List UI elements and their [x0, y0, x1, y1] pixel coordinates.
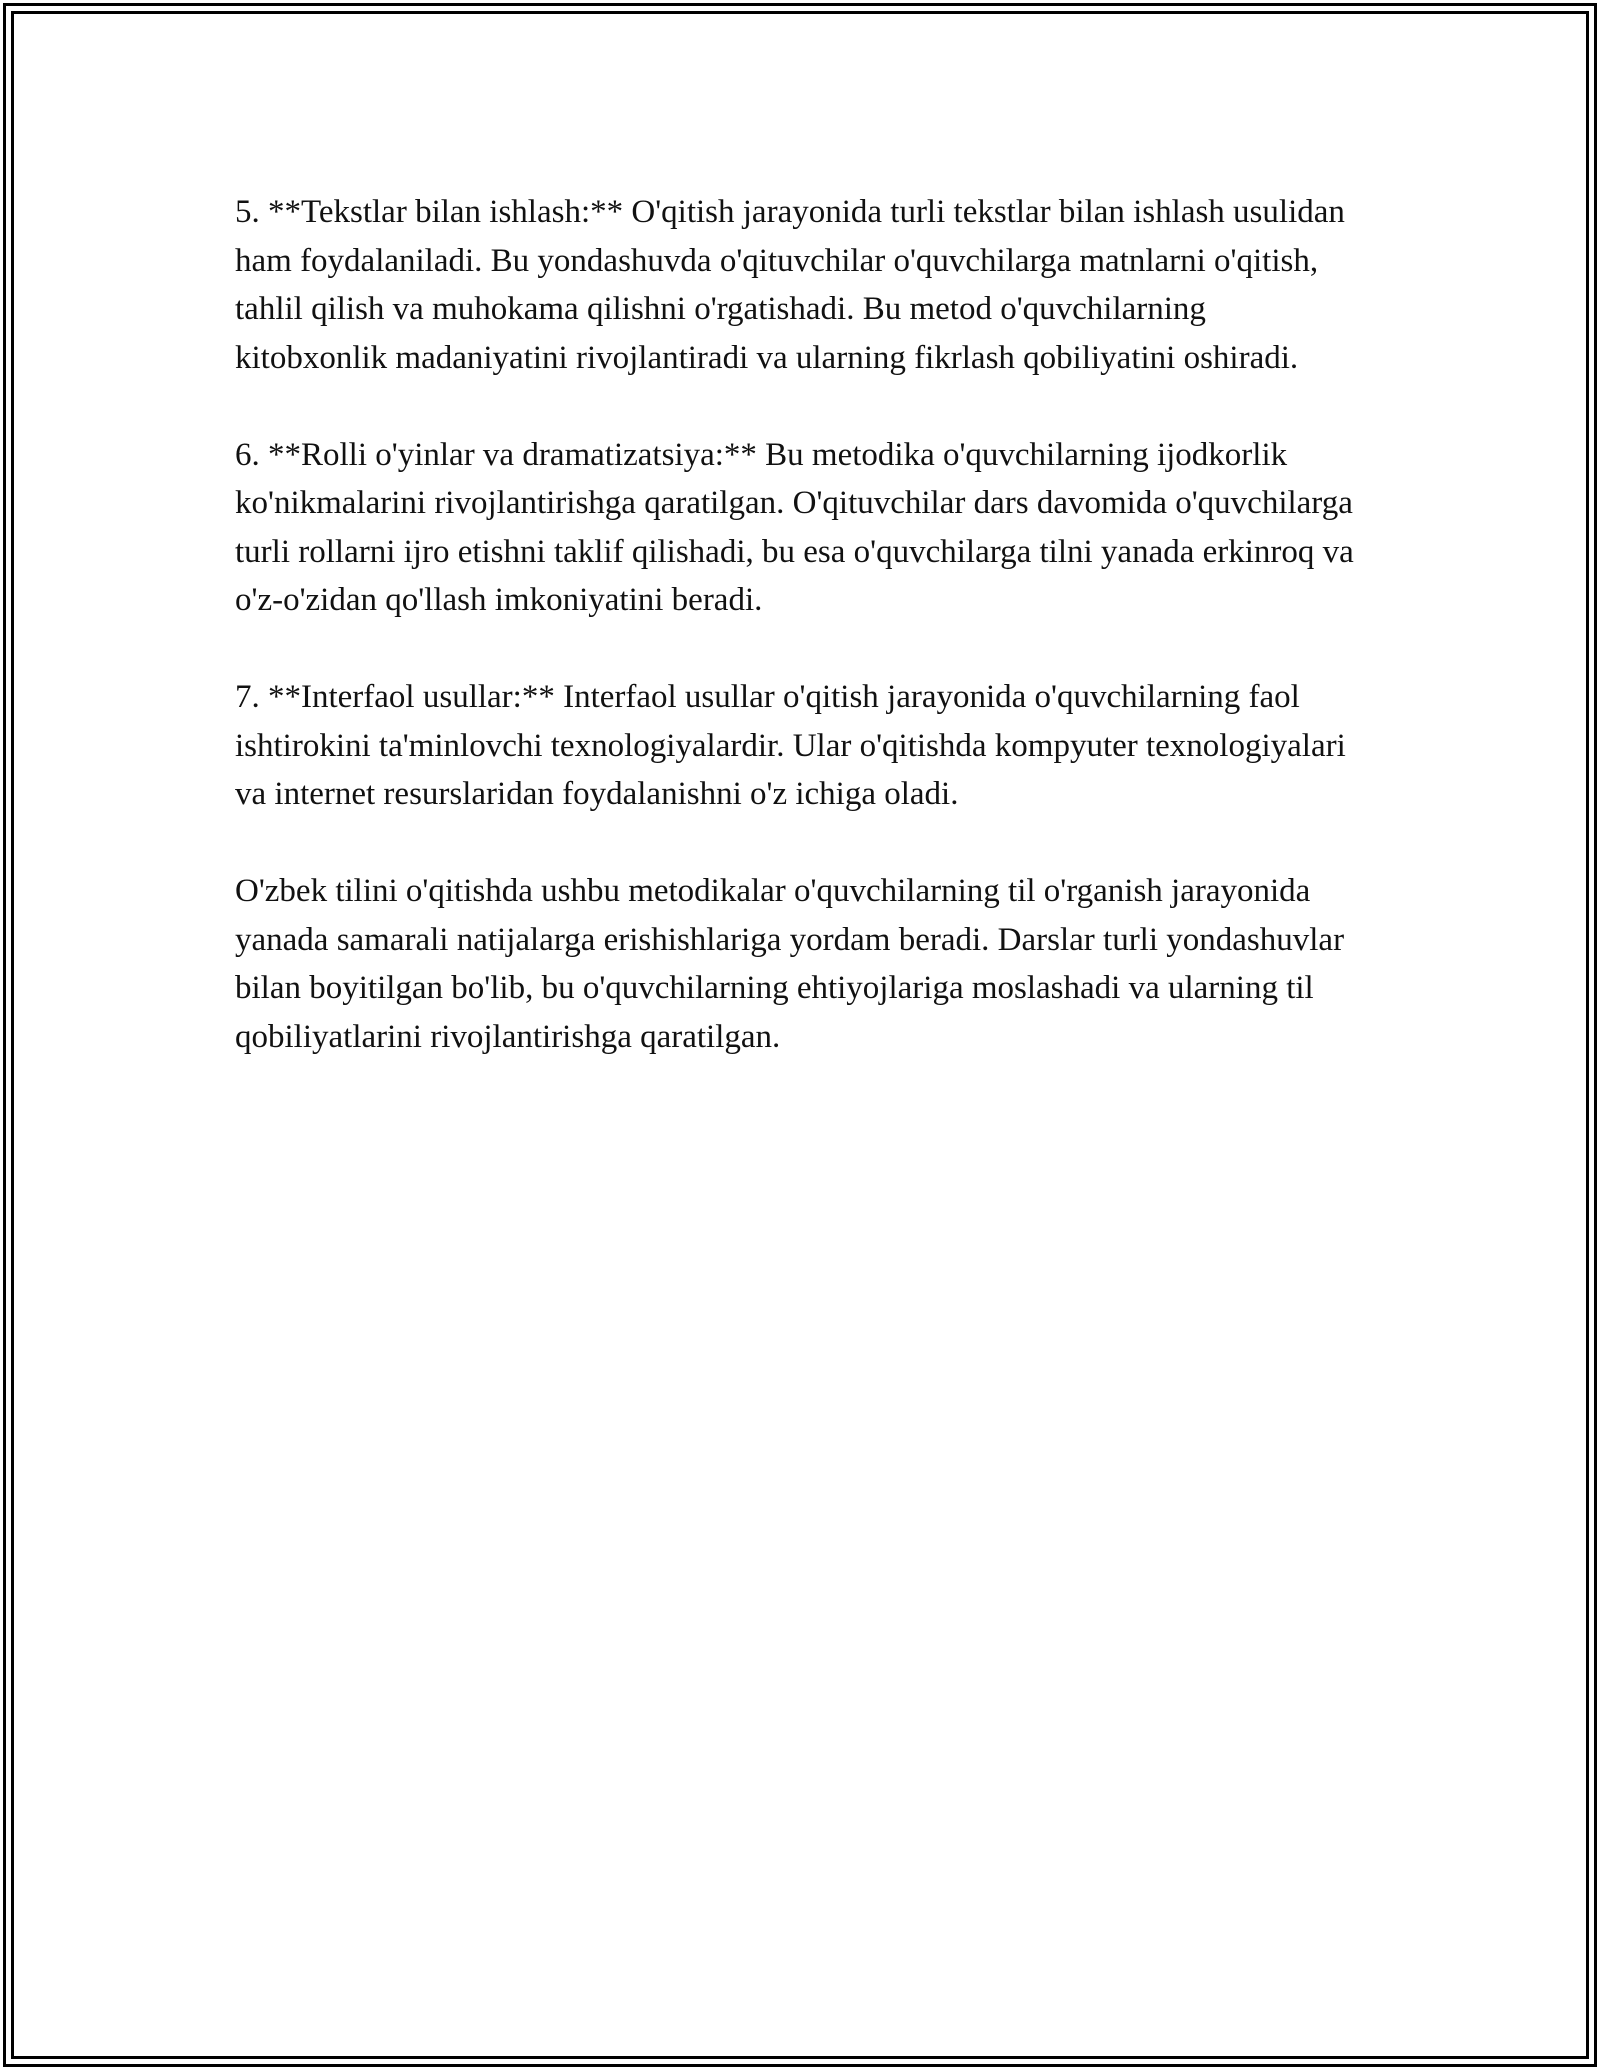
page-content	[235, 188, 1365, 1110]
paragraph-rolli-oyinlar: 6. **Rolli o'yinlar va dramatizatsiya:** Bu metodika o'quvchilarning ijodkorlik ko'nikmalarini rivojlantirishga qaratilgan. O'qituvchilar dars davomida o'quvchilarga turli rollarni ijro etishni taklif qilishadi, bu esa o'quvchilarga tilni yanada erkinroq va o'z-o'zidan qo'llash imkoniyatini beradi.	[235, 436, 1354, 618]
paragraph-conclusion: O'zbek tilini o'qitishda ushbu metodikalar o'quvchilarning til o'rganish jarayonida yanada samarali natijalarga erishishlariga yordam beradi. Darslar turli yondashuvlar bilan boyitilgan bo'lib, bu o'quvchilarning ehtiyojlariga moslashadi va ularning til qobiliyatlarini rivojlantirishga qaratilgan.	[235, 873, 1345, 1055]
paragraph-tekstlar-bilan-ishlash: 5. **Tekstlar bilan ishlash:** O'qitish jarayonida turli tekstlar bilan ishlash usulidan ham foydalaniladi. Bu yondashuvda o'qituvchilar o'quvchilarga matnlarni o'qitish, tahlil qilish va muhokama qilishni o'rgatishadi. Bu metod o'quvchilarning kitobxonlik madaniyatini rivojlantiradi va ularning fikrlash qobiliyatini oshiradi.	[235, 194, 1345, 376]
paragraph-interfaol-usullar: 7. **Interfaol usullar:** Interfaol usullar o'qitish jarayonida o'quvchilarning faol ishtirokini ta'minlovchi texnologiyalardir. Ular o'qitishda kompyuter texnologiyalari va internet resurslaridan foydalanishni o'z ichiga oladi.	[235, 679, 1346, 812]
